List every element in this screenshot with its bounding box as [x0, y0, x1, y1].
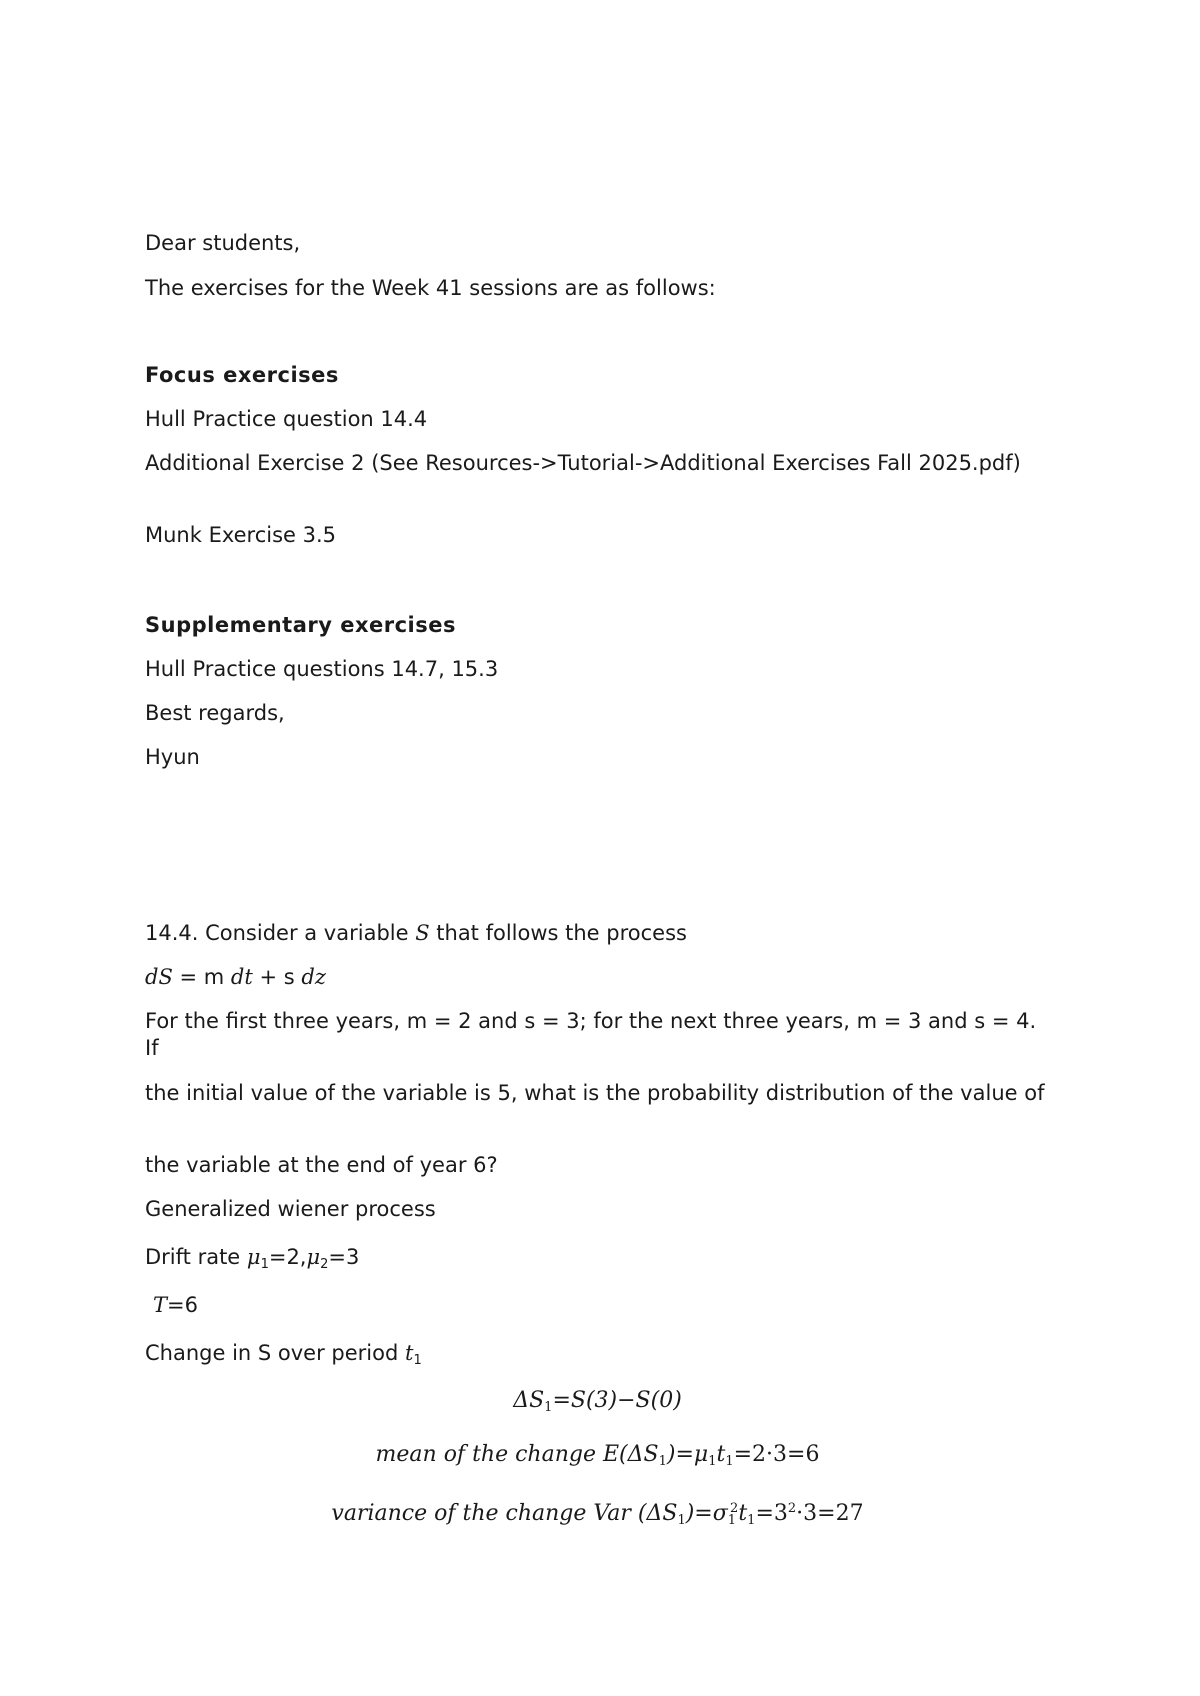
supplementary-item: Hull Practice questions 14.7, 15.3 [145, 657, 499, 681]
process-name: Generalized wiener process [145, 1197, 436, 1221]
horizon-line: T=6 [153, 1293, 198, 1317]
equation-change: $\Delta S_1=S(3)-S(0)$ [513, 1388, 682, 1415]
supplementary-heading: Supplementary exercises [145, 613, 456, 637]
drift-rate-line: Drift rate $\mu_1=2,\mu_2=3$ [145, 1245, 360, 1272]
greeting: Dear students, [145, 231, 301, 255]
change-period-line: Change in S over period $t_1$ [145, 1341, 422, 1368]
problem-line: the initial value of the variable is 5, what is the probability distribution of the value of [145, 1081, 1045, 1105]
problem-line: the variable at the end of year 6? [145, 1153, 498, 1177]
focus-item: Munk Exercise 3.5 [145, 523, 337, 547]
focus-heading: Focus exercises [145, 363, 339, 387]
signature: Hyun [145, 745, 200, 769]
focus-item: Additional Exercise 2 (See Resources->Tutorial->Additional Exercises Fall 2025.pdf) [145, 451, 1021, 475]
equation-variance: variance of the change Var $(\Delta S_1)=\sigma_1^2t_1=3^2\cdot 3=27$ [331, 1501, 864, 1528]
intro-line: The exercises for the Week 41 sessions are as follows: [145, 276, 716, 300]
problem-line: For the first three years, m = 2 and s = 3; for the next three years, m = 3 and s = 4. If [145, 1009, 1037, 1060]
focus-item: Hull Practice question 14.4 [145, 407, 428, 431]
problem-intro: 14.4. Consider a variable S that follows the process [145, 921, 687, 945]
equation-mean: mean of the change $E(\Delta S_1)=\mu_1t_1=2\cdot 3=6$ [375, 1442, 820, 1469]
process-equation: dS = m dt + s dz [145, 965, 326, 989]
closing: Best regards, [145, 701, 285, 725]
